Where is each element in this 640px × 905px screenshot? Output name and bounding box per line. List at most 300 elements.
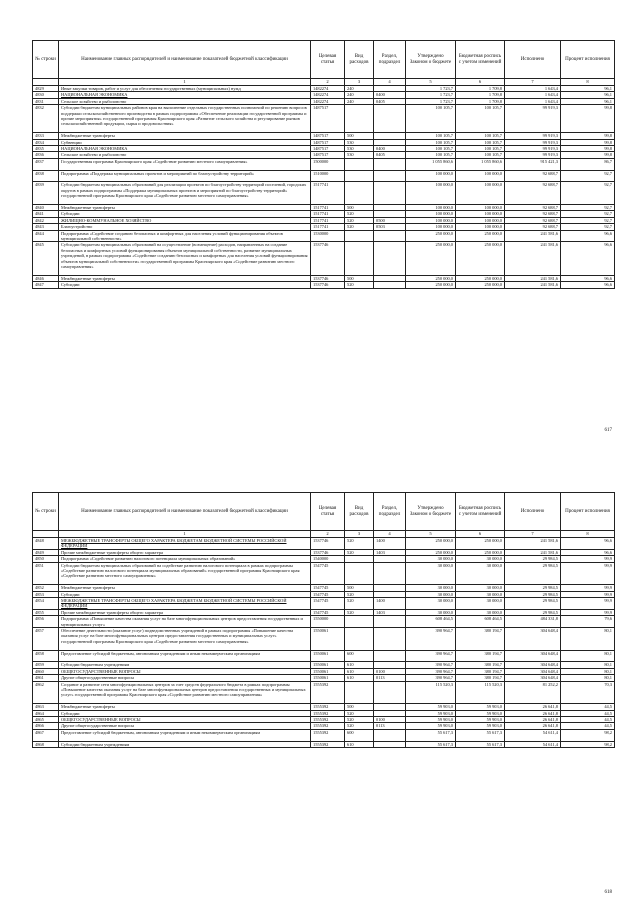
- budget-list-amount: 250 000,0: [456, 230, 505, 242]
- percent-executed: 96,1: [561, 98, 615, 104]
- expense-type: 520: [345, 211, 374, 217]
- page-number: 618: [604, 890, 612, 895]
- expense-type: 530: [345, 152, 374, 158]
- approved-amount: 250 000,0: [406, 275, 456, 281]
- header-budget-list: Бюджетная роспись с учетом изменений: [456, 493, 505, 531]
- row-name: Субсидии: [59, 282, 311, 288]
- header-row-number: № строки: [33, 493, 59, 531]
- table-row: [33, 538, 615, 550]
- percent-executed: 99,8: [561, 152, 615, 158]
- approved-amount: 1 055 860,6: [406, 158, 456, 170]
- section: 1403: [374, 609, 406, 615]
- budget-list-amount: 1 709,8: [456, 86, 505, 92]
- executed-amount: 915 421,3: [505, 158, 561, 170]
- budget-list-amount: 30 000,0: [456, 585, 505, 591]
- percent-executed: 99,8: [561, 139, 615, 145]
- column-number: 6: [456, 79, 505, 86]
- row-name: Подпрограмма «Содействие развитию налогового потенциала муниципальных образований»: [59, 556, 311, 562]
- executed-amount: 26 641,8: [505, 704, 561, 710]
- row-number: 4837: [33, 158, 59, 170]
- target-article: 1555392: [311, 723, 345, 729]
- percent-executed: 99,8: [561, 146, 615, 152]
- approved-amount: 100 000,0: [406, 205, 456, 211]
- row-number: 4835: [33, 146, 59, 152]
- target-article: 1537746: [311, 549, 345, 555]
- header-percent: Процент исполнения: [561, 41, 615, 79]
- row-number: 4863: [33, 704, 59, 710]
- expense-type: 520: [345, 710, 374, 716]
- budget-list-amount: 100 105,7: [456, 139, 505, 145]
- expense-type: 240: [345, 98, 374, 104]
- row-number: 4833: [33, 133, 59, 139]
- document-page-1: [0, 0, 640, 452]
- target-article: 1550061: [311, 628, 345, 651]
- executed-amount: 29 984,5: [505, 591, 561, 597]
- target-article: 1530000: [311, 230, 345, 242]
- approved-amount: 100 105,7: [406, 105, 456, 133]
- approved-amount: 100 105,7: [406, 146, 456, 152]
- row-number: 4842: [33, 217, 59, 223]
- percent-executed: 92,7: [561, 224, 615, 230]
- percent-executed: 96,6: [561, 549, 615, 555]
- table-row: [33, 628, 615, 651]
- executed-amount: 1 643,4: [505, 98, 561, 104]
- budget-list-amount: 380 194,7: [456, 650, 505, 662]
- percent-executed: 44,5: [561, 723, 615, 729]
- budget-list-amount: 30 000,0: [456, 562, 505, 585]
- approved-amount: 390 964,7: [406, 662, 456, 668]
- header-name: Наименование главных распорядителей и наименование показателей бюджетной классификации: [59, 493, 311, 531]
- row-number: 4846: [33, 275, 59, 281]
- percent-executed: 96,6: [561, 538, 615, 550]
- target-article: 1547745: [311, 609, 345, 615]
- target-article: 1550061: [311, 650, 345, 662]
- percent-executed: 92,7: [561, 170, 615, 182]
- row-number: 4838: [33, 170, 59, 182]
- percent-executed: 96,1: [561, 86, 615, 92]
- budget-list-amount: 55 617,3: [456, 729, 505, 741]
- column-number: 8: [561, 79, 615, 86]
- table-row: [33, 616, 615, 628]
- row-number: 4859: [33, 662, 59, 668]
- expense-type: 520: [345, 598, 374, 610]
- header-name: Наименование главных распорядителей и наименование показателей бюджетной классификации: [59, 41, 311, 79]
- approved-amount: 250 000,0: [406, 230, 456, 242]
- row-name: Субсидии бюджетам муниципальных образований на содействие развитию налогового потенциала в рамках подпрограммы «Содействие развитию налогового потенциала муниципальных образований» государственной программы Красноярского края «Содействие развитию местного самоуправления»: [59, 562, 311, 585]
- row-name: Другие общегосударственные вопросы: [59, 675, 311, 681]
- row-name: Межбюджетные трансферты: [59, 585, 311, 591]
- budget-list-amount: 250 000,0: [456, 242, 505, 275]
- budget-list-amount: 1 709,8: [456, 92, 505, 98]
- section: 0100: [374, 668, 406, 674]
- expense-type: 610: [345, 662, 374, 668]
- percent-executed: 98,2: [561, 741, 615, 747]
- row-number: 4849: [33, 549, 59, 555]
- expense-type: 520: [345, 549, 374, 555]
- target-article: 1487517: [311, 146, 345, 152]
- target-article: 1517741: [311, 211, 345, 217]
- budget-list-amount: 100 105,7: [456, 133, 505, 139]
- executed-amount: 99 919,3: [505, 133, 561, 139]
- target-article: 1555392: [311, 741, 345, 747]
- row-number: 4861: [33, 675, 59, 681]
- target-article: 1537746: [311, 275, 345, 281]
- expense-type: 530: [345, 139, 374, 145]
- section: 0100: [374, 717, 406, 723]
- expense-type: 520: [345, 723, 374, 729]
- approved-amount: 100 000,0: [406, 170, 456, 182]
- expense-type: 500: [345, 585, 374, 591]
- row-number: 4864: [33, 710, 59, 716]
- row-number: 4841: [33, 211, 59, 217]
- target-article: 1510000: [311, 170, 345, 182]
- expense-type: 610: [345, 668, 374, 674]
- row-name: Межбюджетные трансферты: [59, 205, 311, 211]
- budget-list-amount: 380 194,7: [456, 628, 505, 651]
- section: 1400: [374, 538, 406, 550]
- expense-type: 500: [345, 205, 374, 211]
- row-name: Прочие межбюджетные трансферты общего характера: [59, 609, 311, 615]
- budget-list-amount: 30 000,0: [456, 556, 505, 562]
- approved-amount: 30 000,0: [406, 585, 456, 591]
- percent-executed: 98,2: [561, 729, 615, 741]
- column-number: 5: [406, 531, 456, 538]
- section: [374, 616, 406, 628]
- row-number: 4868: [33, 741, 59, 747]
- target-article: 1537746: [311, 538, 345, 550]
- approved-amount: 250 000,0: [406, 538, 456, 550]
- approved-amount: 59 903,0: [406, 723, 456, 729]
- approved-amount: 55 617,3: [406, 729, 456, 741]
- percent-executed: 96,1: [561, 92, 615, 98]
- row-name: Создание и развитие сети многофункциональных центров за счет средств федерального бюджета в рамках подпрограммы «Повышение качества оказания услуг на базе многофункциональных центров предоставления государственных и муниципальных услуг» государственной программы Красноярского края «Содействие развитию местного самоуправления»: [59, 681, 311, 704]
- approved-amount: 55 617,3: [406, 741, 456, 747]
- column-number: 1: [59, 79, 311, 86]
- executed-amount: 26 641,8: [505, 723, 561, 729]
- row-name: Межбюджетные трансферты: [59, 133, 311, 139]
- percent-executed: 86,7: [561, 158, 615, 170]
- row-number: 4847: [33, 282, 59, 288]
- section: [374, 628, 406, 651]
- executed-amount: 304 648,4: [505, 650, 561, 662]
- target-article: 1547745: [311, 585, 345, 591]
- approved-amount: 115 520,3: [406, 681, 456, 704]
- row-name: Субсидии бюджетам муниципальных районов края на выполнение отдельных государственных полномочий по решению вопросов поддержки сельскохозяйственного производства в рамках подпрограммы «Обеспечение реализации государственной программы и прочие мероприятия» государственной программы Красноярского края «Развитие сельского хозяйства и регулирование рынков сельскохозяйственной продукции, сырья и продовольствия»: [59, 105, 311, 133]
- section: 1403: [374, 549, 406, 555]
- section: [374, 650, 406, 662]
- executed-amount: 241 581,6: [505, 538, 561, 550]
- expense-type: 610: [345, 741, 374, 747]
- executed-amount: 241 581,6: [505, 282, 561, 288]
- approved-amount: 1 723,7: [406, 92, 456, 98]
- percent-executed: 99,9: [561, 609, 615, 615]
- section: 0400: [374, 146, 406, 152]
- column-number: [33, 79, 59, 86]
- target-article: 1537746: [311, 242, 345, 275]
- executed-amount: 81 252,2: [505, 681, 561, 704]
- column-number: [33, 531, 59, 538]
- executed-amount: 241 581,6: [505, 242, 561, 275]
- executed-amount: 484 331,8: [505, 616, 561, 628]
- target-article: 1555392: [311, 717, 345, 723]
- section: 0113: [374, 675, 406, 681]
- budget-list-amount: 380 194,7: [456, 662, 505, 668]
- row-name: Сельское хозяйство и рыболовство: [59, 152, 311, 158]
- expense-type: 240: [345, 92, 374, 98]
- section: [374, 282, 406, 288]
- section: [374, 741, 406, 747]
- target-article: 1487517: [311, 152, 345, 158]
- expense-type: [345, 230, 374, 242]
- approved-amount: 59 903,0: [406, 717, 456, 723]
- section: [374, 562, 406, 585]
- approved-amount: 30 000,0: [406, 598, 456, 610]
- percent-executed: 44,5: [561, 704, 615, 710]
- table-row: [33, 170, 615, 182]
- percent-executed: 80,1: [561, 650, 615, 662]
- row-number: 4850: [33, 556, 59, 562]
- row-number: 4852: [33, 585, 59, 591]
- header-expense-type: Вид расходов: [345, 41, 374, 79]
- row-number: 4840: [33, 205, 59, 211]
- header-target-article: Целевая статья: [311, 41, 345, 79]
- budget-list-amount: 250 000,0: [456, 282, 505, 288]
- percent-executed: 92,7: [561, 217, 615, 223]
- approved-amount: 100 000,0: [406, 217, 456, 223]
- budget-list-amount: 59 903,0: [456, 704, 505, 710]
- budget-list-amount: 115 520,3: [456, 681, 505, 704]
- expense-type: 530: [345, 146, 374, 152]
- executed-amount: 92 688,7: [505, 217, 561, 223]
- expense-type: 520: [345, 224, 374, 230]
- row-name: Обеспечение деятельности (оказание услуг) подведомственных учреждений в рамках подпрограммы «Повышение качества оказания услуг на базе многофункциональных центров предоставления государственных и муниципальных услуг» государственной программы Красноярского края «Содействие развитию местного самоуправления»: [59, 628, 311, 651]
- section: [374, 182, 406, 205]
- approved-amount: 59 903,0: [406, 710, 456, 716]
- section: [374, 230, 406, 242]
- executed-amount: 92 688,7: [505, 211, 561, 217]
- budget-list-amount: 100 000,0: [456, 170, 505, 182]
- row-name: Иные закупки товаров, работ и услуг для обеспечения государственных (муниципальных) нужд: [59, 86, 311, 92]
- percent-executed: 99,8: [561, 105, 615, 133]
- budget-list-amount: 1 055 860,6: [456, 158, 505, 170]
- row-name: МЕЖБЮДЖЕТНЫЕ ТРАНСФЕРТЫ ОБЩЕГО ХАРАКТЕРА БЮДЖЕТАМ БЮДЖЕТНОЙ СИСТЕМЫ РОССИЙСКОЙ ФЕДЕРАЦИИ: [59, 538, 311, 550]
- header-section: Раздел, подраздел: [374, 41, 406, 79]
- row-name: Государственная программа Красноярского края «Содействие развитию местного самоуправления»: [59, 158, 311, 170]
- percent-executed: 99,9: [561, 598, 615, 610]
- section: [374, 158, 406, 170]
- budget-list-amount: 100 000,0: [456, 205, 505, 211]
- target-article: 1555392: [311, 704, 345, 710]
- percent-executed: 99,9: [561, 556, 615, 562]
- target-article: 1550000: [311, 616, 345, 628]
- percent-executed: 79,6: [561, 616, 615, 628]
- row-number: 4862: [33, 681, 59, 704]
- table-row: [33, 230, 615, 242]
- header-approved: Утверждено Законом о бюджете: [406, 493, 456, 531]
- row-number: 4829: [33, 86, 59, 92]
- section: 0405: [374, 98, 406, 104]
- target-article: 1550061: [311, 675, 345, 681]
- percent-executed: 70,3: [561, 681, 615, 704]
- target-article: 1500000: [311, 158, 345, 170]
- target-article: 1517741: [311, 217, 345, 223]
- percent-executed: 92,7: [561, 211, 615, 217]
- table-row: [33, 729, 615, 741]
- percent-executed: 96,6: [561, 242, 615, 275]
- header-executed: Исполнено: [505, 493, 561, 531]
- executed-amount: 99 919,3: [505, 146, 561, 152]
- executed-amount: 304 648,4: [505, 668, 561, 674]
- budget-list-amount: 55 617,3: [456, 741, 505, 747]
- target-article: 1547745: [311, 562, 345, 585]
- executed-amount: 99 919,3: [505, 139, 561, 145]
- approved-amount: 100 105,7: [406, 152, 456, 158]
- header-approved: Утверждено Законом о бюджете: [406, 41, 456, 79]
- target-article: 1555392: [311, 681, 345, 704]
- row-number: 4855: [33, 609, 59, 615]
- approved-amount: 390 964,7: [406, 675, 456, 681]
- column-number: 2: [311, 531, 345, 538]
- expense-type: 600: [345, 729, 374, 741]
- column-number: 4: [374, 531, 406, 538]
- executed-amount: 1 643,4: [505, 86, 561, 92]
- target-article: 1517741: [311, 224, 345, 230]
- row-name: Субвенции: [59, 139, 311, 145]
- executed-amount: 54 611,4: [505, 729, 561, 741]
- row-name: Субсидии бюджетам муниципальных образований на осуществление (возмещение) расходов, направленных на создание безопасных и комфортных условий функционирования объектов муниципальной собственности, развитие муниципальных учреждений, в рамках подпрограммы «Содействие созданию безопасных и комфортных для населения условий функционирования объектов муниципальной собственности» государственной программы Красноярского края «Содействие развитию местного самоуправления»: [59, 242, 311, 275]
- expense-type: 240: [345, 86, 374, 92]
- row-name: Предоставление субсидий бюджетным, автономным учреждениям и иным некоммерческим организациям: [59, 650, 311, 662]
- row-name: НАЦИОНАЛЬНАЯ ЭКОНОМИКА: [59, 146, 311, 152]
- target-article: 1487517: [311, 105, 345, 133]
- row-number: 4866: [33, 723, 59, 729]
- percent-executed: 44,5: [561, 710, 615, 716]
- row-number: 4865: [33, 717, 59, 723]
- row-name: Субсидии бюджетным учреждениям: [59, 662, 311, 668]
- expense-type: 500: [345, 133, 374, 139]
- row-number: 4856: [33, 616, 59, 628]
- percent-executed: 99,8: [561, 133, 615, 139]
- target-article: 1517741: [311, 205, 345, 211]
- table-row: [33, 182, 615, 205]
- row-number: 4857: [33, 628, 59, 651]
- approved-amount: 608 464,5: [406, 616, 456, 628]
- row-name: Межбюджетные трансферты: [59, 275, 311, 281]
- section: 0500: [374, 217, 406, 223]
- approved-amount: 30 000,0: [406, 562, 456, 585]
- row-number: 4843: [33, 224, 59, 230]
- budget-table: [32, 492, 615, 748]
- row-number: 4854: [33, 598, 59, 610]
- expense-type: 520: [345, 609, 374, 615]
- expense-type: [345, 681, 374, 704]
- executed-amount: 92 688,7: [505, 205, 561, 211]
- executed-amount: 99 919,3: [505, 105, 561, 133]
- header-budget-list: Бюджетная роспись с учетом изменений: [456, 41, 505, 79]
- row-number: 4860: [33, 668, 59, 674]
- table-row: [33, 741, 615, 747]
- target-article: 1550061: [311, 662, 345, 668]
- target-article: 1547745: [311, 591, 345, 597]
- executed-amount: 54 611,4: [505, 741, 561, 747]
- approved-amount: 250 000,0: [406, 549, 456, 555]
- percent-executed: 96,6: [561, 282, 615, 288]
- column-number: 8: [561, 531, 615, 538]
- page-number: 617: [604, 428, 612, 433]
- executed-amount: 92 688,7: [505, 224, 561, 230]
- executed-amount: 29 984,5: [505, 556, 561, 562]
- row-name: ОБЩЕГОСУДАРСТВЕННЫЕ ВОПРОСЫ: [59, 717, 311, 723]
- row-name: Предоставление субсидий бюджетным, автономным учреждениям и иным некоммерческим организациям: [59, 729, 311, 741]
- percent-executed: 99,9: [561, 585, 615, 591]
- column-number: 1: [59, 531, 311, 538]
- row-name: Субсидии бюджетным учреждениям: [59, 741, 311, 747]
- table-row: [33, 598, 615, 610]
- percent-executed: 44,5: [561, 717, 615, 723]
- executed-amount: 241 581,6: [505, 230, 561, 242]
- document-page-2: [0, 452, 640, 905]
- executed-amount: 29 984,5: [505, 562, 561, 585]
- approved-amount: 100 000,0: [406, 182, 456, 205]
- section: [374, 170, 406, 182]
- table-row: [33, 681, 615, 704]
- expense-type: [345, 242, 374, 275]
- approved-amount: 30 000,0: [406, 609, 456, 615]
- target-article: 1547745: [311, 598, 345, 610]
- approved-amount: 30 000,0: [406, 556, 456, 562]
- percent-executed: 99,9: [561, 591, 615, 597]
- row-number: 4853: [33, 591, 59, 597]
- section: [374, 681, 406, 704]
- approved-amount: 100 105,7: [406, 133, 456, 139]
- expense-type: [345, 616, 374, 628]
- table-row: [33, 562, 615, 585]
- executed-amount: 92 688,7: [505, 182, 561, 205]
- column-number: 7: [505, 531, 561, 538]
- column-number: 3: [345, 79, 374, 86]
- column-number: 3: [345, 531, 374, 538]
- budget-list-amount: 380 194,7: [456, 675, 505, 681]
- row-name: Сельское хозяйство и рыболовство: [59, 98, 311, 104]
- expense-type: 500: [345, 704, 374, 710]
- percent-executed: 96,6: [561, 275, 615, 281]
- executed-amount: 29 984,5: [505, 609, 561, 615]
- table-row: [33, 158, 615, 170]
- column-number: 2: [311, 79, 345, 86]
- expense-type: [345, 158, 374, 170]
- row-name: Благоустройство: [59, 224, 311, 230]
- budget-list-amount: 100 105,7: [456, 152, 505, 158]
- approved-amount: 59 903,0: [406, 704, 456, 710]
- row-name: Подпрограмма «Поддержка муниципальных проектов и мероприятий по благоустройству территорий»: [59, 170, 311, 182]
- target-article: 1550061: [311, 668, 345, 674]
- executed-amount: 304 648,4: [505, 662, 561, 668]
- row-number: 4851: [33, 562, 59, 585]
- target-article: 1555392: [311, 710, 345, 716]
- approved-amount: 1 723,7: [406, 98, 456, 104]
- executed-amount: 1 643,4: [505, 92, 561, 98]
- budget-list-amount: 250 000,0: [456, 538, 505, 550]
- executed-amount: 29 984,5: [505, 585, 561, 591]
- row-name: ЖИЛИЩНО-КОММУНАЛЬНОЕ ХОЗЯЙСТВО: [59, 217, 311, 223]
- expense-type: 520: [345, 538, 374, 550]
- budget-list-amount: 1 709,8: [456, 98, 505, 104]
- expense-type: 520: [345, 282, 374, 288]
- approved-amount: 390 964,7: [406, 628, 456, 651]
- expense-type: [345, 105, 374, 133]
- expense-type: [345, 182, 374, 205]
- row-number: 4830: [33, 92, 59, 98]
